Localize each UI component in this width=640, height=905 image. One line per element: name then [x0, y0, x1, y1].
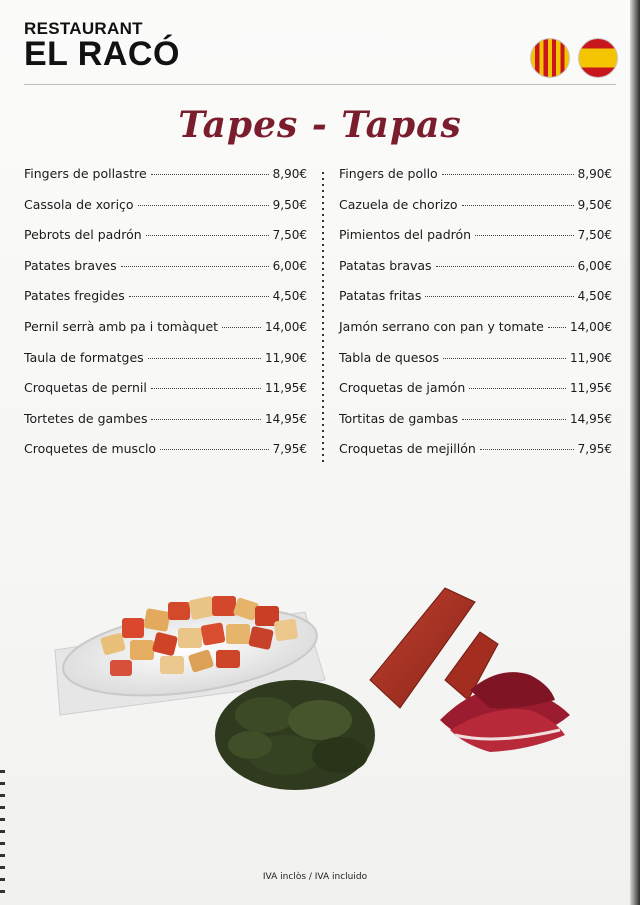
column-divider	[322, 172, 324, 466]
menu-item	[24, 227, 307, 258]
dot-leader	[442, 174, 574, 175]
menu-item-price: 11,90€	[265, 350, 307, 365]
menu-item-price: 6,00€	[272, 258, 307, 273]
dot-leader	[121, 266, 269, 267]
dot-leader	[480, 449, 574, 450]
menu-item-name: Patates braves	[24, 257, 117, 273]
menu-item	[339, 288, 612, 319]
menu-item-price: 11,95€	[570, 381, 612, 396]
menu-item-name: Taula de formatges	[24, 349, 144, 365]
menu-item-price: 9,50€	[272, 197, 307, 212]
dot-leader	[129, 296, 269, 297]
menu-column-catalan	[24, 166, 307, 472]
menu-item	[24, 166, 307, 197]
dot-leader	[425, 296, 573, 297]
brand-line-2: EL RACÓ	[24, 35, 180, 73]
brand-logo	[24, 19, 180, 73]
menu-item	[339, 441, 612, 472]
dot-leader	[462, 419, 566, 420]
menu-item	[339, 258, 612, 289]
menu-column-spanish	[339, 166, 612, 472]
dot-leader	[222, 327, 261, 328]
menu-item-name: Jamón serrano con pan y tomate	[339, 318, 544, 334]
menu-item-price: 7,95€	[577, 442, 612, 457]
menu-item-name: Pernil serrà amb pa i tomàquet	[24, 318, 219, 334]
menu-item	[24, 411, 307, 442]
menu-item	[24, 380, 307, 411]
dot-leader	[548, 327, 566, 328]
dot-leader	[138, 205, 269, 206]
menu-item	[339, 166, 612, 197]
menu-item-name: Fingers de pollastre	[24, 166, 147, 181]
menu-item-price: 14,95€	[570, 411, 612, 426]
dot-leader	[148, 358, 261, 359]
menu-item-price: 8,90€	[272, 167, 307, 181]
menu-item	[24, 350, 307, 381]
vat-footnote: IVA inclòs / IVA incluido	[262, 872, 368, 882]
menu-item-price: 11,90€	[570, 350, 612, 365]
menu-item-name: Patatas bravas	[339, 257, 432, 273]
menu-item-price: 14,00€	[570, 319, 612, 334]
dot-leader	[469, 388, 566, 389]
menu-item-name: Patates fregides	[24, 288, 125, 304]
dot-leader	[151, 388, 261, 389]
menu-item-price: 7,50€	[272, 228, 307, 243]
menu-item-name: Croquetas de jamón	[339, 380, 466, 396]
dot-leader	[443, 358, 566, 359]
binding-marks	[0, 770, 5, 900]
tapas-photo	[50, 540, 590, 820]
menu-item-price: 7,95€	[272, 442, 307, 457]
menu-item-name: Cazuela de chorizo	[339, 196, 458, 212]
menu-item	[24, 319, 307, 350]
menu-item-price: 14,00€	[265, 319, 307, 334]
menu-item-price: 9,50€	[577, 197, 612, 212]
menu-item-name: Tabla de quesos	[339, 349, 440, 365]
spanish-flag-icon[interactable]	[578, 38, 618, 78]
header-divider	[24, 84, 616, 85]
menu-item	[339, 319, 612, 350]
page-edge	[630, 0, 640, 905]
menu-item	[24, 288, 307, 319]
menu-item-price: 6,00€	[577, 258, 612, 273]
menu-item-name: Pebrots del padrón	[24, 227, 142, 243]
dot-leader	[160, 449, 269, 450]
menu-item-name: Tortetes de gambes	[24, 410, 148, 426]
catalan-flag-icon[interactable]	[530, 38, 570, 78]
menu-item-name: Patatas fritas	[339, 288, 422, 304]
menu-item	[24, 441, 307, 472]
language-flags	[530, 38, 618, 78]
menu-item	[339, 197, 612, 228]
menu-item-name: Croquetes de musclo	[24, 441, 157, 457]
dot-leader	[462, 205, 574, 206]
menu-item-price: 4,50€	[577, 289, 612, 304]
menu-item	[339, 227, 612, 258]
menu-item	[339, 380, 612, 411]
section-title: Tapes - Tapas	[178, 104, 462, 146]
menu-item-price: 8,90€	[577, 167, 612, 181]
menu-item-name: Tortitas de gambas	[339, 410, 459, 426]
dot-leader	[146, 235, 269, 236]
dot-leader	[151, 419, 261, 420]
dot-leader	[475, 235, 574, 236]
menu-item-price: 7,50€	[577, 228, 612, 243]
menu-item-name: Croquetas de mejillón	[339, 441, 476, 457]
menu-item	[24, 258, 307, 289]
menu-item-name: Cassola de xoriço	[24, 196, 134, 212]
menu-item	[24, 197, 307, 228]
menu-item-name: Pimientos del padrón	[339, 227, 472, 243]
menu-item-price: 14,95€	[265, 411, 307, 426]
menu-item	[339, 350, 612, 381]
menu-item-name: Fingers de pollo	[339, 166, 438, 181]
menu-item-price: 11,95€	[265, 381, 307, 396]
menu-item-name: Croquetas de pernil	[24, 380, 147, 396]
dot-leader	[436, 266, 574, 267]
brand-line-1: RESTAURANT	[24, 19, 143, 38]
dot-leader	[151, 174, 269, 175]
menu-item	[339, 411, 612, 442]
menu-item-price: 4,50€	[272, 289, 307, 304]
